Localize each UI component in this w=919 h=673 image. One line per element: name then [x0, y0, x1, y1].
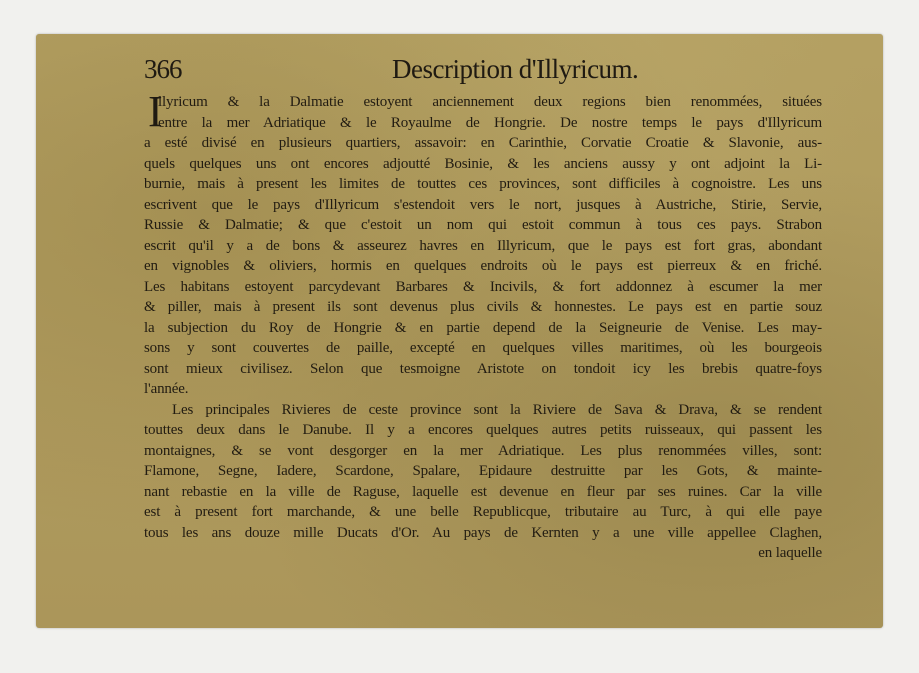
text-line: escrit qu'il y a de bons & asseurez havres en Illyricum, que le pays est fort gras, abondant [144, 237, 822, 254]
text-line: Les habitans estoyent parcydevant Barbares & Incivils, & fort addonnez à escumer la mer [144, 278, 822, 295]
text-line: est à present fort marchande, & une belle Republicque, tributaire au Turc, à qui elle paye [144, 504, 822, 520]
text-line: entre la mer Adriatique & le Royaulme de Hongrie. De nostre temps le pays d'Illyricum [158, 114, 822, 131]
page-number: 366 [144, 54, 182, 84]
text-line: sont mieux civilisez. Selon que tesmoigne Aristote on tondoit icy les brebis quatre-foys [144, 360, 822, 377]
text-line: escrivent que le pays d'Illyricum s'estendoit vers le nort, jusques à Austriche, Stirie, Servie, [144, 196, 822, 213]
text-line: sons y sont couvertes de paille, excepté en quelques villes maritimes, où les bourgeois [144, 340, 822, 356]
text-line: Les principales Rivieres de ceste province sont la Riviere de Sava & Drava, & se rendent [172, 401, 822, 418]
text-line: quels quelques uns ont encores adjoutté Bosinie, & les anciens aussy y ont adjoint la Li- [144, 155, 822, 172]
text-line: burnie, mais à present les limites de touttes ces provinces, sont difficiles à cognoistre. Les uns [144, 176, 822, 192]
text-line: montaignes, & se vont desgorger en la mer Adriatique. Les plus renommées villes, sont: [144, 442, 822, 459]
text-line: nant rebastie en la ville de Raguse, laquelle est devenue en fleur par ses ruines. Car la ville [144, 483, 822, 500]
drop-capital: I [148, 87, 163, 136]
page-sheet [36, 34, 883, 628]
text-line: en vignobles & oliviers, hormis en quelques endroits où le pays est pierreux & en friché. [144, 258, 822, 274]
text-line: la subjection du Roy de Hongrie & en partie depend de la Seigneurie de Venise. Les may- [144, 319, 822, 336]
running-title: Description d'Illyricum. [392, 54, 639, 84]
body-text [144, 87, 822, 564]
text-line: l'année. [144, 381, 189, 397]
catchword: en laquelle [758, 545, 822, 561]
text-line: Russie & Dalmatie; & que c'estoit un nom qui estoit commun à tous ces pays. Strabon [144, 217, 822, 233]
text-line: & piller, mais à present ils sont devenus plus civils & honnestes. Le pays est en partie souz [144, 299, 822, 315]
text-line: touttes deux dans le Danube. Il y a encores quelques autres petits ruisseaux, qui passent les [144, 422, 822, 438]
text-line: Flamone, Segne, Iadere, Scardone, Spalare, Epidaure destruitte par les Gots, & mainte- [144, 463, 822, 479]
text-line: llyricum & la Dalmatie estoyent anciennement deux regions bien renommées, situées [158, 94, 822, 110]
page-header [144, 54, 844, 90]
text-line: tous les ans douze mille Ducats d'Or. Au pays de Kernten y a une ville appellee Claghen, [144, 524, 822, 541]
text-line: a esté divisé en plusieurs quartiers, assavoir: en Carinthie, Corvatie Croatie & Slavonie, aus- [144, 135, 822, 151]
